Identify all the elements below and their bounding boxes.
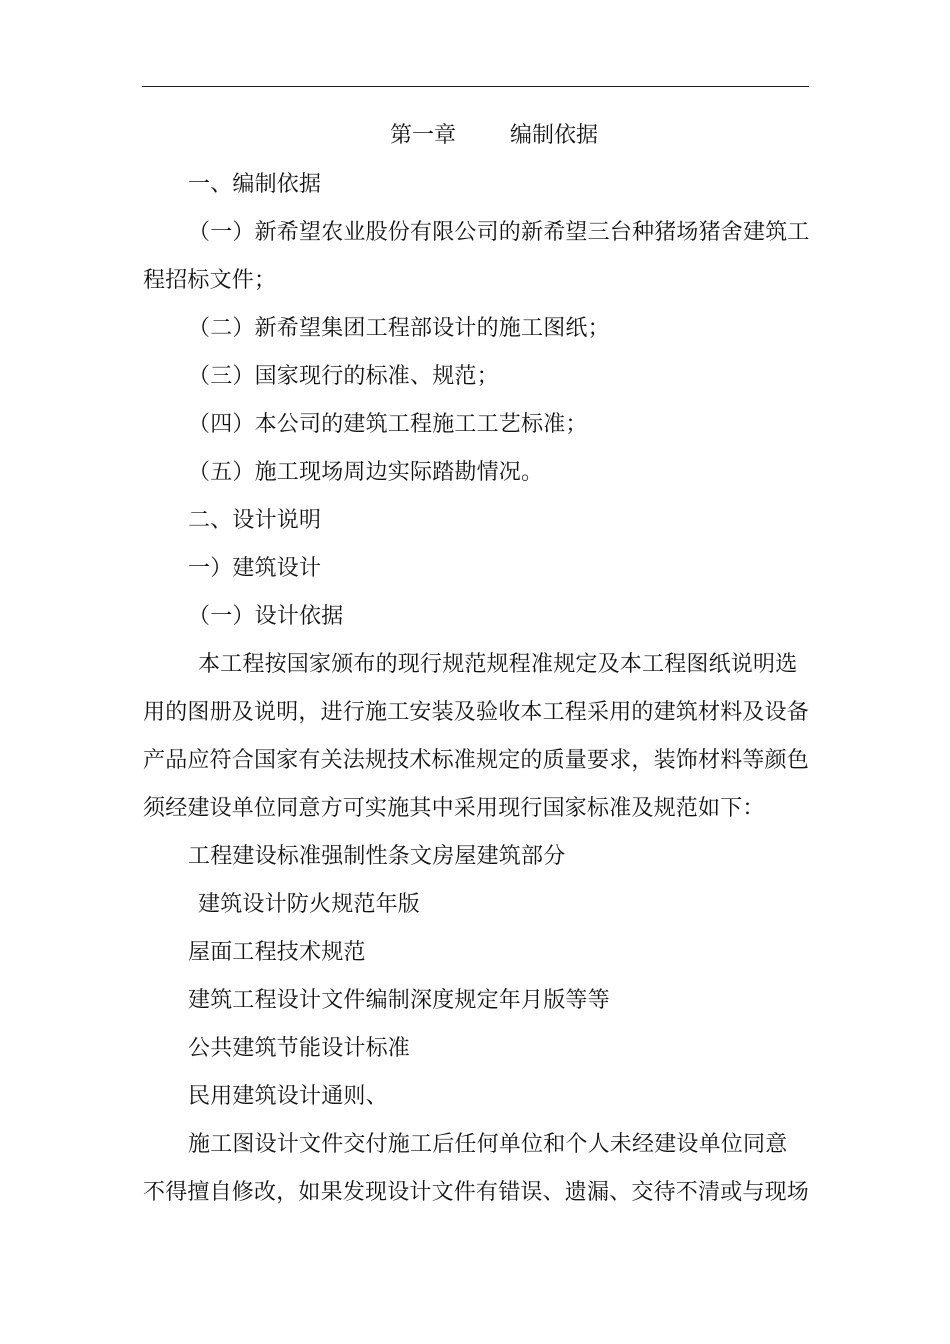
- basis-item-1: （一）新希望农业股份有限公司的新希望三台种猪场猪舍建筑工: [188, 220, 810, 245]
- basis-item-4: （四）本公司的建筑工程施工工艺标准；: [188, 412, 588, 437]
- section-heading-1: 一、编制依据: [188, 172, 322, 197]
- chapter-title-text: 编制依据: [510, 123, 599, 148]
- paragraph-line-3: 产品应符合国家有关法规技术标准规定的质量要求，装饰材料等颜色: [143, 748, 810, 773]
- basis-item-2: （二）新希望集团工程部设计的施工图纸；: [188, 316, 610, 341]
- standard-item-5: 公共建筑节能设计标准: [188, 1036, 411, 1061]
- subsection-heading: 一）建筑设计: [188, 556, 322, 581]
- paragraph2-line-1: 施工图设计文件交付施工后任何单位和个人未经建设单位同意: [188, 1132, 788, 1157]
- chapter-title: [390, 121, 598, 151]
- section-heading-2: 二、设计说明: [188, 508, 322, 533]
- standard-item-3: 屋面工程技术规范: [188, 940, 366, 965]
- chapter-number: 第一章: [390, 123, 457, 148]
- header-rule: [142, 86, 809, 87]
- paragraph-line-2: 用的图册及说明，进行施工安装及验收本工程采用的建筑材料及设备: [143, 700, 810, 725]
- paragraph-line-1: 本工程按国家颁布的现行规范规程准规定及本工程图纸说明选: [198, 652, 798, 677]
- design-basis-heading: （一）设计依据: [188, 604, 344, 629]
- basis-item-1-cont: 程招标文件；: [143, 268, 277, 293]
- paragraph-line-4: 须经建设单位同意方可实施其中采用现行国家标准及规范如下：: [143, 796, 765, 821]
- paragraph2-line-2: 不得擅自修改，如果发现设计文件有错误、遗漏、交待不清或与现场: [143, 1180, 810, 1205]
- basis-item-3: （三）国家现行的标准、规范；: [188, 364, 499, 389]
- basis-item-5: （五）施工现场周边实际踏勘情况。: [188, 460, 544, 485]
- standard-item-4: 建筑工程设计文件编制深度规定年月版等等: [188, 988, 610, 1013]
- standard-item-1: 工程建设标准强制性条文房屋建筑部分: [188, 844, 566, 869]
- standard-item-6: 民用建筑设计通则、: [188, 1084, 388, 1109]
- standard-item-2: 建筑设计防火规范年版: [198, 892, 421, 917]
